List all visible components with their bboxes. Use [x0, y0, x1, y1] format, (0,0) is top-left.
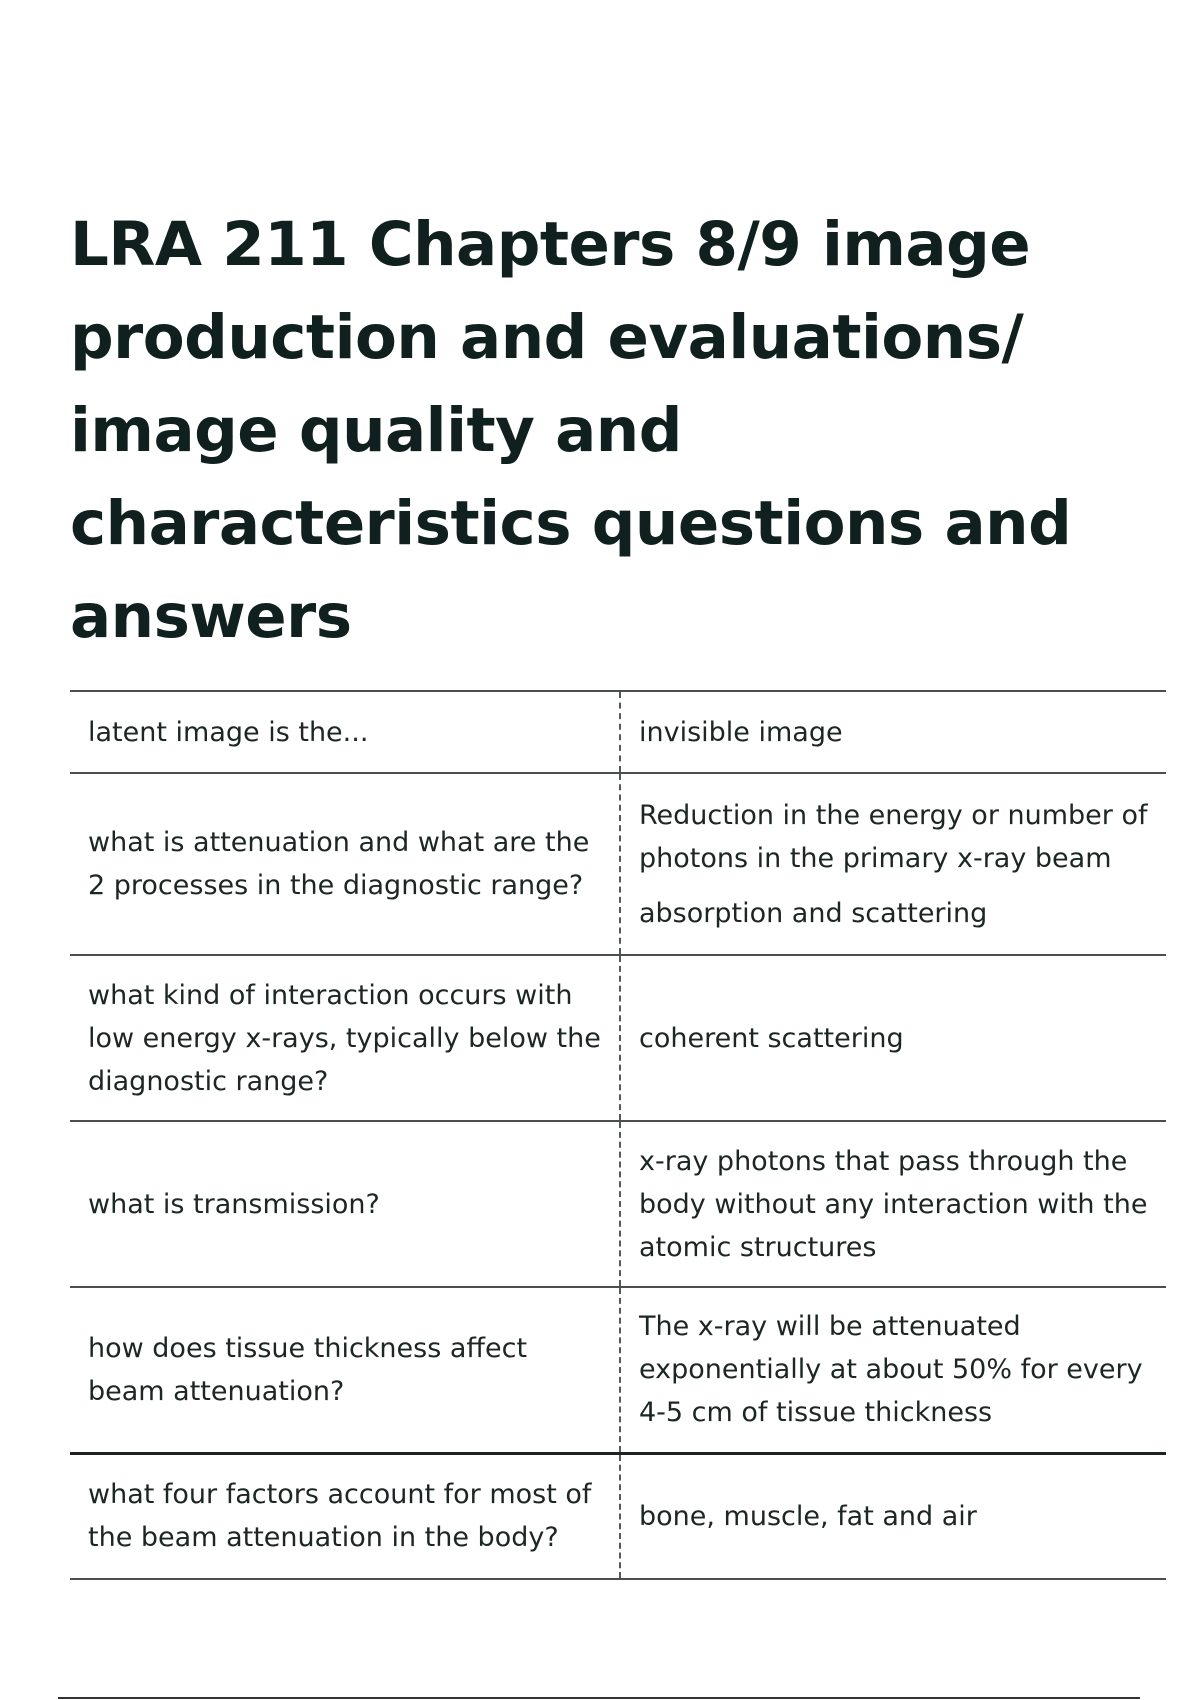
qa-table [70, 690, 1166, 1580]
term-cell: what four factors account for most of the beam attenuation in the body? [70, 1453, 620, 1579]
term-cell: how does tissue thickness affect beam attenuation? [70, 1287, 620, 1453]
definition-cell [620, 1287, 1166, 1453]
term-cell: what is attenuation and what are the 2 processes in the diagnostic range? [70, 773, 620, 955]
definition-text: x-ray photons that pass through the body without any interaction with the atomic structures [639, 1145, 1148, 1263]
table-row [70, 955, 1166, 1121]
table-row [70, 1121, 1166, 1287]
term-cell: what kind of interaction occurs with low energy x-rays, typically below the diagnostic range? [70, 955, 620, 1121]
definition-text: Reduction in the energy or number of photons in the primary x-ray beam [639, 799, 1148, 874]
definition-cell [620, 1121, 1166, 1287]
definition-text: The x-ray will be attenuated exponentially at about 50% for every 4-5 cm of tissue thickness [639, 1311, 1143, 1429]
term-cell: latent image is the... [70, 691, 620, 773]
definition-text: invisible image [639, 716, 843, 748]
footer-divider [58, 1697, 1140, 1699]
table-row [70, 691, 1166, 773]
definition-text: absorption and scattering [639, 897, 988, 929]
definition-cell [620, 773, 1166, 955]
definition-text: coherent scattering [639, 1022, 904, 1054]
table-row [70, 1453, 1166, 1579]
definition-cell [620, 1453, 1166, 1579]
definition-text: bone, muscle, fat and air [639, 1500, 977, 1532]
table-row [70, 773, 1166, 955]
page-title: LRA 211 Chapters 8/9 image production and evaluations/ image quality and characteristics questions and answers [70, 209, 1072, 652]
definition-cell [620, 955, 1166, 1121]
definition-cell [620, 691, 1166, 773]
term-cell: what is transmission? [70, 1121, 620, 1287]
table-row [70, 1287, 1166, 1453]
